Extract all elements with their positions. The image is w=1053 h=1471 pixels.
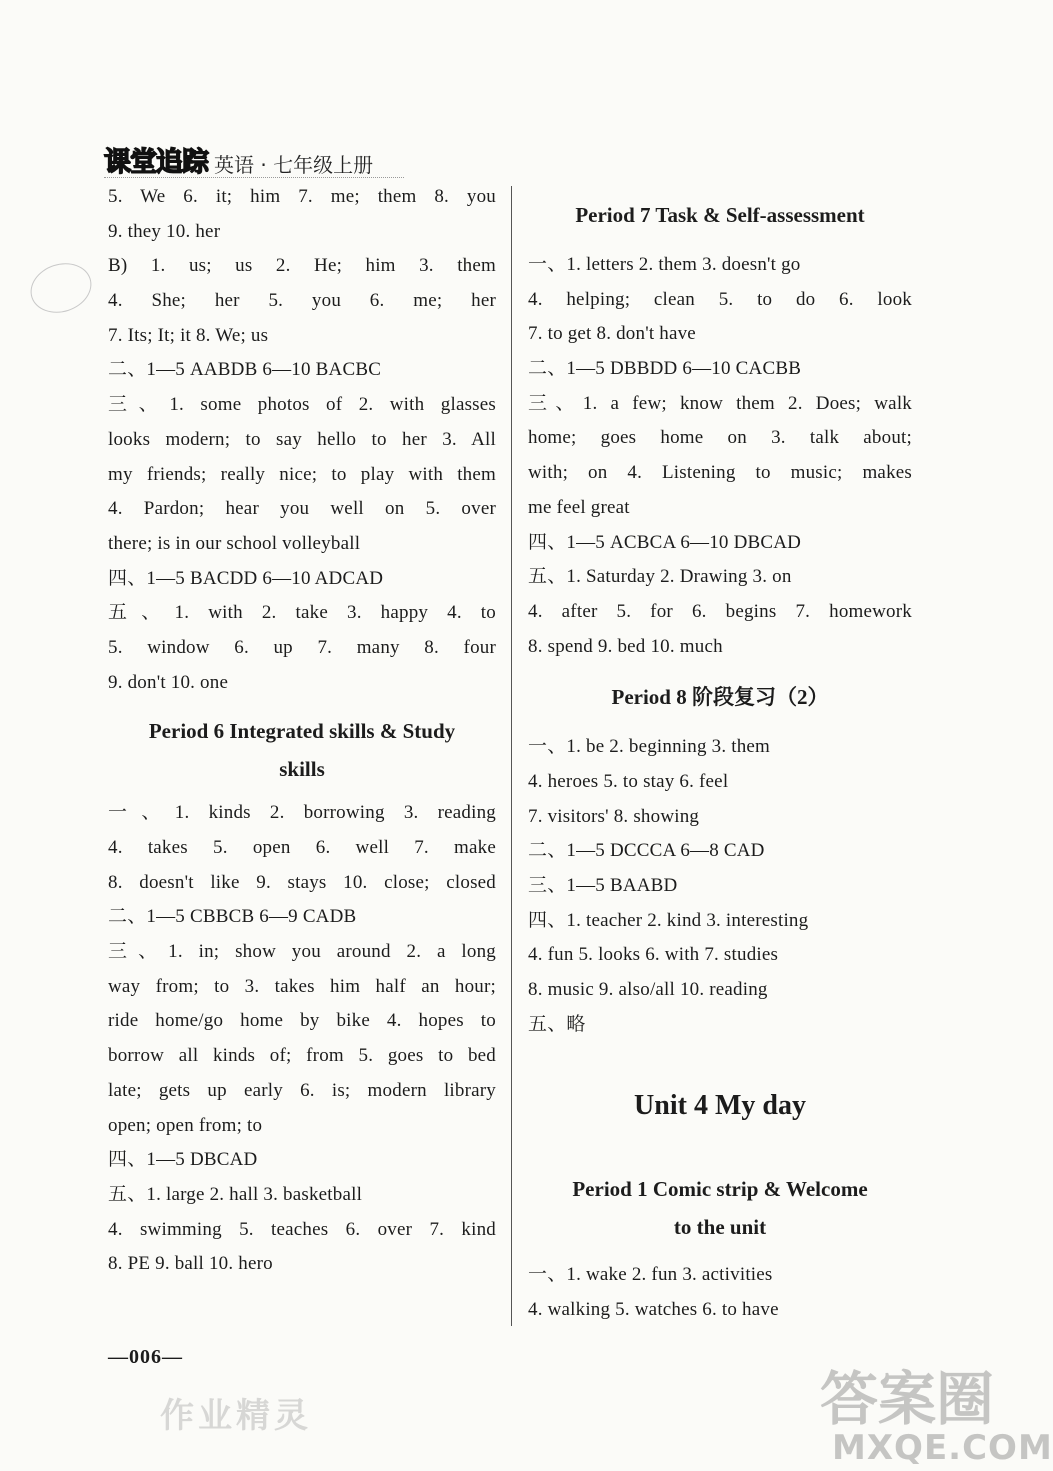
answer-line: 9. they 10. her bbox=[108, 220, 221, 242]
answer-line: 三、1. a few; know them 2. Does; walk bbox=[528, 392, 912, 414]
answers-block-period7 bbox=[528, 248, 912, 664]
answer-line: 8. PE 9. ball 10. hero bbox=[108, 1253, 273, 1275]
answer-line: 二、1—5 DBBDD 6—10 CACBB bbox=[528, 358, 802, 380]
answer-line: borrow all kinds of; from 5. goes to bed bbox=[108, 1045, 496, 1067]
section-heading-period8: Period 8 阶段复习（2） bbox=[611, 685, 829, 710]
answer-line: 四、1—5 BACDD 6—10 ADCAD bbox=[108, 567, 384, 589]
right-column bbox=[528, 180, 912, 1328]
book-subject: 英语 · 七年级上册 bbox=[214, 153, 374, 177]
book-brand: 课堂追踪 bbox=[104, 147, 208, 178]
header-rule bbox=[104, 177, 404, 178]
section-heading-period6: Period 6 Integrated skills & Study bbox=[148, 719, 456, 744]
answers-block-period8 bbox=[528, 730, 912, 1042]
page-number: —006— bbox=[108, 1346, 183, 1368]
answer-line: 8. music 9. also/all 10. reading bbox=[528, 979, 768, 1001]
answer-line: 五、1. Saturday 2. Drawing 3. on bbox=[528, 566, 792, 588]
answer-line: 8. spend 9. bed 10. much bbox=[528, 635, 723, 657]
answer-line: home; goes home on 3. talk about; bbox=[528, 427, 912, 449]
watermark-logo: 答案圈 bbox=[820, 1365, 995, 1433]
answer-line: 一、1. wake 2. fun 3. activities bbox=[528, 1264, 773, 1286]
answer-line: my friends; really nice; to play with them bbox=[108, 463, 496, 485]
answer-line: 5. We 6. it; him 7. me; them 8. you bbox=[108, 186, 496, 207]
answer-line: 四、1—5 ACBCA 6—10 DBCAD bbox=[528, 531, 802, 553]
answer-line: 5. window 6. up 7. many 8. four bbox=[108, 636, 496, 658]
answer-line: 4. Pardon; hear you well on 5. over bbox=[108, 498, 496, 520]
watermark-url: MXQE.COM bbox=[832, 1428, 1053, 1468]
column-divider bbox=[511, 186, 512, 1326]
page-header bbox=[104, 136, 373, 176]
section-heading-unit4-period1: Period 1 Comic strip & Welcome bbox=[572, 1177, 868, 1202]
answer-line: 4. takes 5. open 6. well 7. make bbox=[108, 837, 496, 858]
answer-line: looks modern; to say hello to her 3. All bbox=[108, 428, 496, 450]
answer-line: 8. doesn't like 9. stays 10. close; closed bbox=[108, 871, 496, 893]
answer-line: 五、略 bbox=[528, 1013, 586, 1035]
answer-line: B) 1. us; us 2. He; him 3. them bbox=[108, 255, 496, 277]
section-heading-period6-cont: skills bbox=[279, 757, 325, 782]
section-heading-period7: Period 7 Task & Self-assessment bbox=[575, 203, 865, 227]
unit-heading: Unit 4 My day bbox=[634, 1090, 806, 1122]
answer-line: way from; to 3. takes him half an hour; bbox=[108, 975, 496, 997]
answers-block-unit4-period1 bbox=[528, 1258, 912, 1327]
stamp-mark bbox=[24, 256, 98, 321]
answer-line: 4. swimming 5. teaches 6. over 7. kind bbox=[108, 1218, 496, 1240]
left-column bbox=[108, 180, 496, 1282]
answers-block-top bbox=[108, 180, 496, 700]
answer-line: 一、1. letters 2. them 3. doesn't go bbox=[528, 254, 801, 275]
answer-line: 四、1—5 DBCAD bbox=[108, 1149, 258, 1171]
section-heading-unit4-period1-cont: to the unit bbox=[673, 1215, 767, 1240]
answer-line: 4. She; her 5. you 6. me; her bbox=[108, 290, 496, 312]
answer-line: 二、1—5 CBBCB 6—9 CADB bbox=[108, 906, 357, 928]
answer-line: 7. Its; It; it 8. We; us bbox=[108, 324, 269, 346]
answer-line: 四、1. teacher 2. kind 3. interesting bbox=[528, 909, 809, 931]
answer-line: 二、1—5 AABDB 6—10 BACBC bbox=[108, 359, 382, 381]
answer-line: late; gets up early 6. is; modern library bbox=[108, 1079, 496, 1101]
answer-line: 4. walking 5. watches 6. to have bbox=[528, 1299, 779, 1321]
answer-line: 三、1. in; show you around 2. a long bbox=[108, 941, 496, 963]
answer-line: there; is in our school volleyball bbox=[108, 532, 361, 554]
answer-line: 4. fun 5. looks 6. with 7. studies bbox=[528, 944, 779, 966]
answer-line: ride home/go home by bike 4. hopes to bbox=[108, 1010, 496, 1032]
answer-line: 7. visitors' 8. showing bbox=[528, 805, 700, 827]
answer-line: 7. to get 8. don't have bbox=[528, 323, 696, 345]
answer-line: 三、1—5 BAABD bbox=[528, 875, 678, 896]
answer-line: 9. don't 10. one bbox=[108, 671, 229, 693]
answer-line: 4. after 5. for 6. begins 7. homework bbox=[528, 600, 912, 622]
answer-line: 一、1. kinds 2. borrowing 3. reading bbox=[108, 802, 496, 824]
watermark-bottom: 作业精灵 bbox=[160, 1396, 312, 1436]
answer-line: 4. helping; clean 5. to do 6. look bbox=[528, 288, 912, 310]
answer-line: 二、1—5 DCCCA 6—8 CAD bbox=[528, 840, 765, 862]
answer-line: with; on 4. Listening to music; makes bbox=[528, 462, 912, 484]
answer-line: 五、1. large 2. hall 3. basketball bbox=[108, 1183, 363, 1205]
answers-block-period6 bbox=[108, 796, 496, 1282]
answer-line: 五、1. with 2. take 3. happy 4. to bbox=[108, 602, 496, 624]
answer-line: 三、1. some photos of 2. with glasses bbox=[108, 394, 496, 416]
answer-line: 4. heroes 5. to stay 6. feel bbox=[528, 770, 729, 792]
answer-line: open; open from; to bbox=[108, 1114, 263, 1136]
answer-line: 一、1. be 2. beginning 3. them bbox=[528, 736, 771, 758]
answer-line: me feel great bbox=[528, 496, 630, 518]
